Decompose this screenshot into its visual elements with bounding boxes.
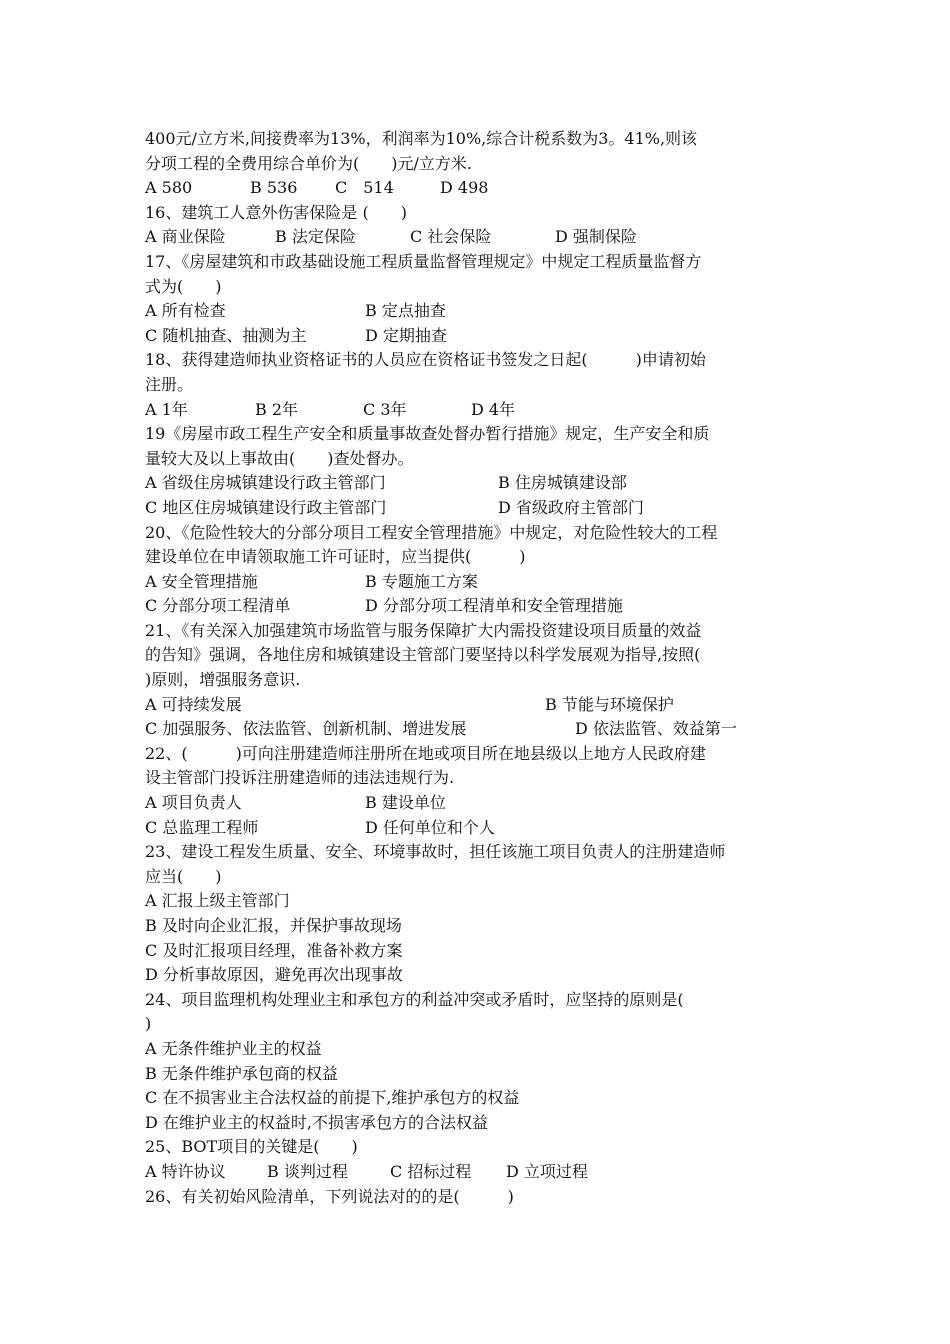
answer-option: A 可持续发展 <box>145 694 242 714</box>
answer-option: D 任何单位和个人 <box>365 817 495 837</box>
answer-option: D 498 <box>440 178 489 198</box>
answer-option: A 580 <box>145 178 193 198</box>
text-line: A 无条件维护业主的权益 <box>145 1038 322 1058</box>
text-line: 23、建设工程发生质量、安全、环境事故时，担任该施工项目负责人的注册建造师 <box>145 842 726 862</box>
answer-option: B 住房城镇建设部 <box>498 473 627 493</box>
text-line: 20、《危险性较大的分部分项目工程安全管理措施》中规定，对危险性较大的工程 <box>145 522 718 542</box>
text-line: 21、《有关深入加强建筑市场监管与服务保障扩大内需投资建设项目质量的效益 <box>145 620 702 640</box>
text-line: )原则，增强服务意识. <box>145 670 301 690</box>
option-row <box>145 299 810 324</box>
text-line: 26、有关初始风险清单，下列说法对的的是( ) <box>145 1186 514 1206</box>
answer-option: B 536 <box>250 178 298 198</box>
text-line: 式为( ) <box>145 276 222 296</box>
answer-option: C 3年 <box>363 399 407 419</box>
text-line: 19《房屋市政工程生产安全和质量事故查处督办暂行措施》规定，生产安全和质 <box>145 424 710 444</box>
answer-option: D 4年 <box>471 399 516 419</box>
answer-option: A 所有检查 <box>145 301 226 321</box>
answer-option: B 2年 <box>255 399 299 419</box>
answer-option: A 省级住房城镇建设行政主管部门 <box>145 473 386 493</box>
option-row <box>145 791 810 816</box>
text-line: 应当( ) <box>145 866 222 886</box>
option-row <box>145 570 810 595</box>
text-line: C 在不损害业主合法权益的前提下,维护承包方的权益 <box>145 1088 520 1108</box>
answer-option: C 招标过程 <box>390 1161 472 1181</box>
text-line: A 汇报上级主管部门 <box>145 891 290 911</box>
answer-option: A 1年 <box>145 399 188 419</box>
text-line: B 及时向企业汇报，并保护事故现场 <box>145 916 402 935</box>
text-line: 的告知》强调，各地住房和城镇建设主管部门要坚持以科学发展观为指导,按照( <box>145 645 701 665</box>
text-line: 17、《房屋建筑和市政基础设施工程质量监督管理规定》中规定工程质量监督方 <box>145 251 702 271</box>
answer-option: C 地区住房城镇建设行政主管部门 <box>145 497 387 517</box>
answer-option: A 项目负责人 <box>145 793 242 813</box>
document-body <box>145 127 810 1209</box>
text-line: 量较大及以上事故由( )查处督办。 <box>145 448 414 468</box>
answer-option: D 省级政府主管部门 <box>498 497 644 517</box>
answer-option: B 节能与环境保护 <box>545 694 674 714</box>
answer-option: B 谈判过程 <box>267 1161 348 1181</box>
text-line: C 及时汇报项目经理，准备补救方案 <box>145 940 403 960</box>
answer-option: B 建设单位 <box>365 793 446 813</box>
option-row <box>145 324 810 349</box>
text-line: D 分析事故原因，避免再次出现事故 <box>145 965 403 985</box>
option-row <box>145 471 810 496</box>
answer-option: B 定点抽查 <box>365 301 446 321</box>
option-row <box>145 225 810 250</box>
option-row <box>145 693 810 718</box>
text-line: 24、项目监理机构处理业主和承包方的利益冲突或矛盾时，应坚持的原则是( <box>145 989 684 1009</box>
text-line: 分项工程的全费用综合单价为( )元/立方米. <box>145 153 472 173</box>
option-row <box>145 816 810 841</box>
text-line: 建设单位在申请领取施工许可证时，应当提供( ) <box>145 547 526 567</box>
answer-option: C 总监理工程师 <box>145 817 259 837</box>
option-row <box>145 717 810 742</box>
answer-option: C 随机抽查、抽测为主 <box>145 325 307 345</box>
text-line: 22、( )可向注册建造师注册所在地或项目所在地县级以上地方人民政府建 <box>145 743 706 763</box>
text-line: ) <box>145 1014 152 1034</box>
text-line: 16、建筑工人意外伤害保险是 ( ) <box>145 202 407 222</box>
text-line: B 无条件维护承包商的权益 <box>145 1063 338 1083</box>
answer-option: C 514 <box>335 178 394 198</box>
answer-option: D 定期抽查 <box>365 325 447 345</box>
answer-option: B 法定保险 <box>275 227 356 247</box>
answer-option: A 特许协议 <box>145 1161 226 1181</box>
text-line: D 在维护业主的权益时,不损害承包方的合法权益 <box>145 1112 489 1132</box>
option-row <box>145 594 810 619</box>
answer-option: B 专题施工方案 <box>365 571 478 591</box>
option-row <box>145 1160 810 1185</box>
answer-option: C 分部分项工程清单 <box>145 596 291 616</box>
answer-option: C 加强服务、依法监管、创新机制、增进发展 <box>145 719 467 739</box>
answer-option: D 分部分项工程清单和安全管理措施 <box>365 596 623 616</box>
option-row <box>145 496 810 521</box>
option-row <box>145 398 810 423</box>
text-line: 设主管部门投诉注册建造师的违法违规行为. <box>145 768 455 788</box>
text-line: 18、获得建造师执业资格证书的人员应在资格证书签发之日起( )申请初始 <box>145 350 706 370</box>
answer-option: D 强制保险 <box>555 227 637 247</box>
answer-option: D 依法监管、效益第一 <box>575 719 737 739</box>
answer-option: D 立项过程 <box>506 1161 588 1181</box>
text-line: 注册。 <box>145 374 194 394</box>
answer-option: A 商业保险 <box>145 227 226 247</box>
text-line: 25、BOT项目的关键是( ) <box>145 1137 358 1157</box>
answer-option: C 社会保险 <box>410 227 492 247</box>
text-line: 400元/立方米,间接费率为13%，利润率为10%,综合计税系数为3。41%,则该 <box>145 129 698 148</box>
option-row <box>145 176 810 201</box>
answer-option: A 安全管理措施 <box>145 571 258 591</box>
